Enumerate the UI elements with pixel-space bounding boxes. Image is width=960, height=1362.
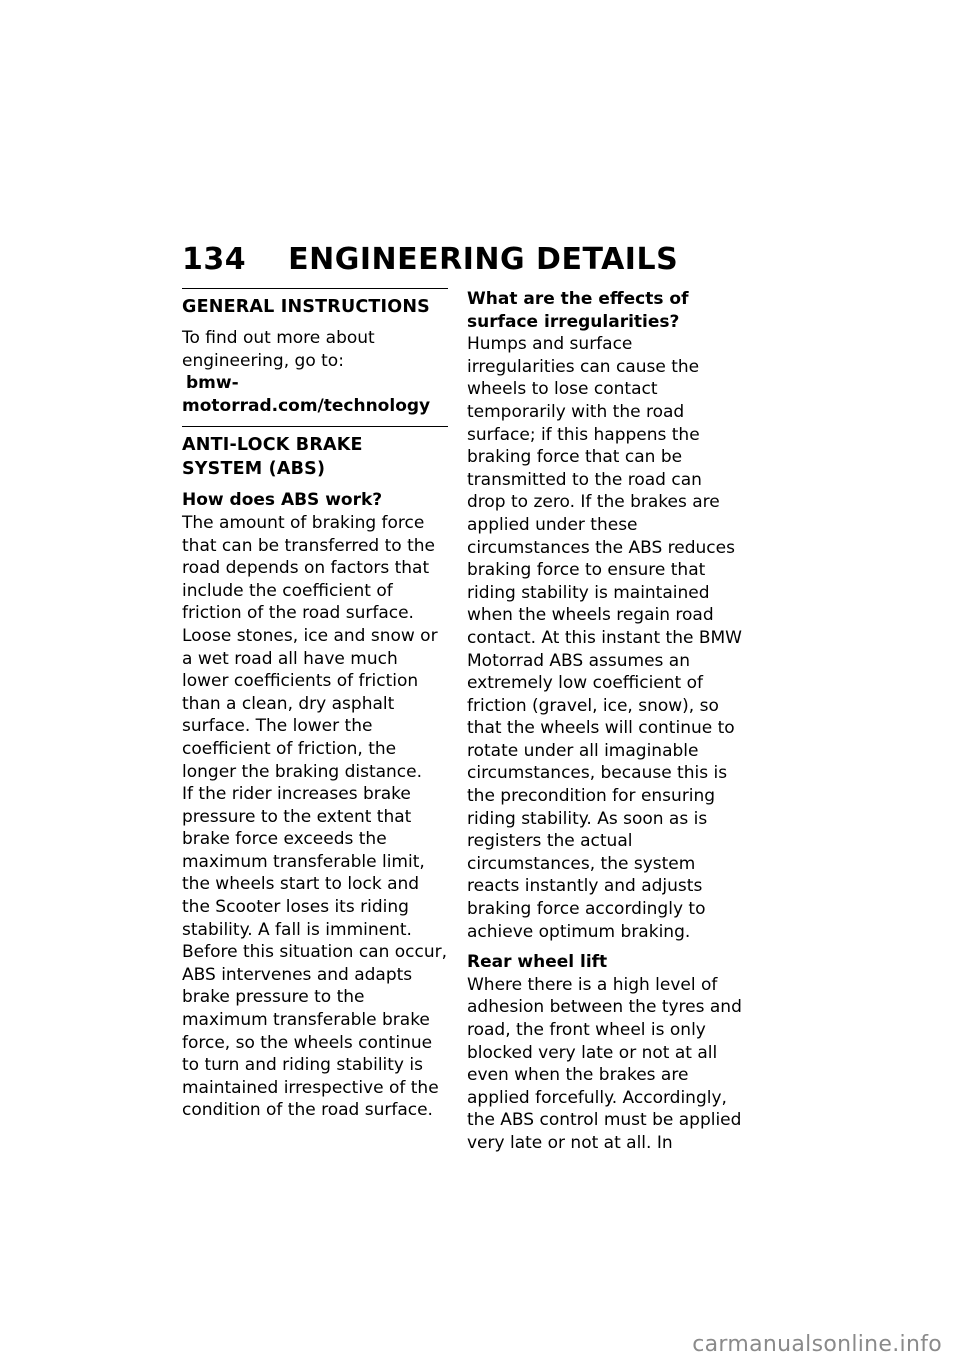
section-divider	[182, 426, 448, 427]
technology-link-text[interactable]: bmw-motorrad.com/technology	[182, 373, 431, 416]
irregularities-question: What are the effects of surface irregularities?	[467, 289, 689, 332]
general-intro: To find out more about engineering, go to:	[182, 328, 375, 371]
abs-question: How does ABS work?	[182, 490, 383, 511]
page-header	[182, 242, 678, 278]
page-number: 134	[182, 242, 247, 277]
technology-link[interactable]	[182, 372, 448, 417]
rear-wheel-lift-heading: Rear wheel lift	[467, 952, 608, 973]
irregularities-paragraph: Humps and surface irregularities can cause the wheels to lose contact temporarily with the road surface; if this happens the braking force that can be transmitted to the road can drop to zero. If the brakes are applied under these circumstances the ABS reduces braking force to ensure that riding stability is maintained when the wheels regain road contact. At this instant the BMW Motorrad ABS assumes an extremely low coefficient of friction (gravel, ice, snow), so that the wheels will continue to rotate under all imaginable circumstances, because this is the precondition for ensuring riding stability. As soon as is registers the actual circumstances, the system reacts instantly and adjusts braking force accordingly to achieve optimum braking.	[467, 334, 742, 942]
left-column	[182, 288, 448, 1122]
watermark: carmanualsonline.info	[692, 1332, 942, 1357]
section-divider	[182, 288, 448, 289]
right-column	[467, 288, 743, 1155]
chapter-title: ENGINEERING DETAILS	[288, 242, 679, 277]
section-title-general: GENERAL INSTRUCTIONS	[182, 297, 430, 317]
abs-paragraph: The amount of braking force that can be transferred to the road depends on factors that include the coefficient of friction of the road surface. Loose stones, ice and snow or a wet road all have much lower coefficients of friction than a clean, dry asphalt surface. The lower the coefficient of friction, the longer the braking distance.	[182, 512, 438, 782]
abs-paragraph: If the rider increases brake pressure to the extent that brake force exceeds the maximum transferable limit, the wheels start to lock and the Scooter loses its riding stability. A fall is imminent. Before this situation can occur, ABS intervenes and adapts brake pressure to the maximum transferable brake force, so the wheels continue to turn and riding stability is maintained irrespective of the condition of the road surface.	[182, 784, 448, 1121]
section-title-abs: ANTI-LOCK BRAKE SYSTEM (ABS)	[182, 435, 363, 480]
rear-wheel-lift-paragraph: Where there is a high level of adhesion between the tyres and road, the front wheel is only blocked very late or not at all even when the brakes are applied forcefully. Accordingly, the ABS control must be applied very late or not at all. In	[467, 974, 742, 1153]
